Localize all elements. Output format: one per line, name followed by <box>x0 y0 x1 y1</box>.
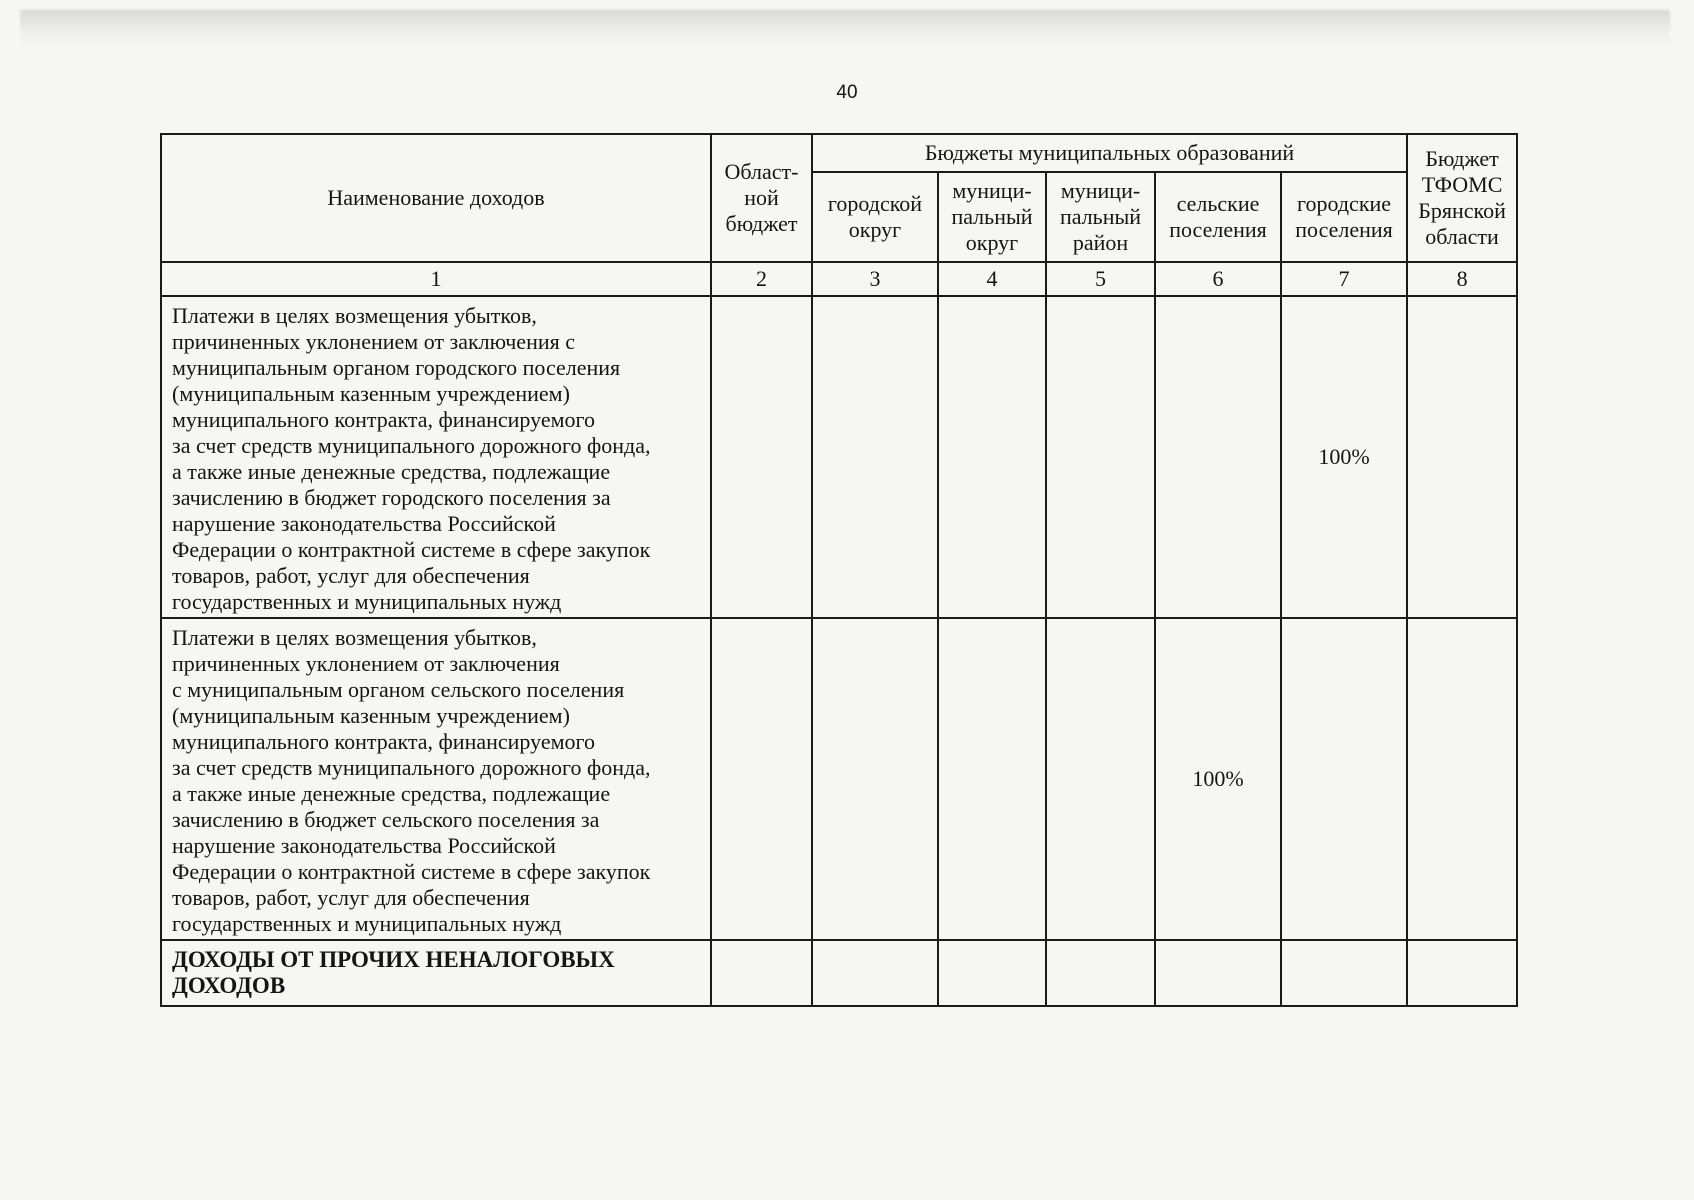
value-cell <box>1046 940 1155 1006</box>
header-rural-settlements: сельские поселения <box>1155 172 1281 262</box>
revenue-name-cell: Платежи в целях возмещения убытков, причиненных уклонением от заключения с муниципальным органом городского поселения (муниципальным казенным учреждением) муниципального контракта, финансируемого за счет средств муниципального дорожного фонда, а также иные денежные средства, подлежащие зачислению в бюджет городского поселения за нарушение законодательства Российской Федерации о контрактной системе в сфере закупок товаров, работ, услуг для обеспечения государственных и муниципальных нужд <box>161 296 711 618</box>
revenue-name-cell: Платежи в целях возмещения убытков, причиненных уклонением от заключения с муниципальным органом сельского поселения (муниципальным казенным учреждением) муниципального контракта, финансируемого за счет средств муниципального дорожного фонда, а также иные денежные средства, подлежащие зачислению в бюджет сельского поселения за нарушение законодательства Российской Федерации о контрактной системе в сфере закупок товаров, работ, услуг для обеспечения государственных и муниципальных нужд <box>161 618 711 940</box>
header-municipal-budgets: Бюджеты муниципальных образований <box>812 134 1407 172</box>
header-name: Наименование доходов <box>161 134 711 262</box>
value-cell: 100% <box>1155 618 1281 940</box>
header-municipal-area: муници- пальный район <box>1046 172 1155 262</box>
header-urban-settlements: городские поселения <box>1281 172 1407 262</box>
column-number: 3 <box>812 262 938 296</box>
header-regional-budget: Област- ной бюджет <box>711 134 812 262</box>
value-cell <box>1155 940 1281 1006</box>
column-number: 6 <box>1155 262 1281 296</box>
table-row <box>161 618 1517 940</box>
revenue-distribution-table <box>160 133 1518 1007</box>
value-cell <box>938 296 1046 618</box>
value-cell: 100% <box>1281 296 1407 618</box>
column-number-row <box>161 262 1517 296</box>
table-row <box>161 940 1517 1006</box>
value-cell <box>711 940 812 1006</box>
table-row <box>161 296 1517 618</box>
value-cell <box>812 296 938 618</box>
column-number: 2 <box>711 262 812 296</box>
column-number: 8 <box>1407 262 1517 296</box>
value-cell <box>711 618 812 940</box>
value-cell <box>1155 296 1281 618</box>
value-cell <box>1046 618 1155 940</box>
value-cell <box>1407 296 1517 618</box>
value-cell <box>812 940 938 1006</box>
header-municipal-district: муници- пальный округ <box>938 172 1046 262</box>
header-urban-district: городской округ <box>812 172 938 262</box>
value-cell <box>1407 940 1517 1006</box>
value-cell <box>938 940 1046 1006</box>
value-cell <box>1046 296 1155 618</box>
column-number: 5 <box>1046 262 1155 296</box>
value-cell <box>812 618 938 940</box>
value-cell <box>711 296 812 618</box>
value-cell <box>938 618 1046 940</box>
scan-shadow <box>20 10 1670 46</box>
column-number: 1 <box>161 262 711 296</box>
page-number: 40 <box>836 82 858 103</box>
value-cell <box>1281 940 1407 1006</box>
column-number: 4 <box>938 262 1046 296</box>
header-row <box>161 134 1517 172</box>
revenue-section-heading: ДОХОДЫ ОТ ПРОЧИХ НЕНАЛОГОВЫХ ДОХОДОВ <box>161 940 711 1006</box>
value-cell <box>1281 618 1407 940</box>
value-cell <box>1407 618 1517 940</box>
header-tfoms-budget: Бюджет ТФОМС Брянской области <box>1407 134 1517 262</box>
column-number: 7 <box>1281 262 1407 296</box>
